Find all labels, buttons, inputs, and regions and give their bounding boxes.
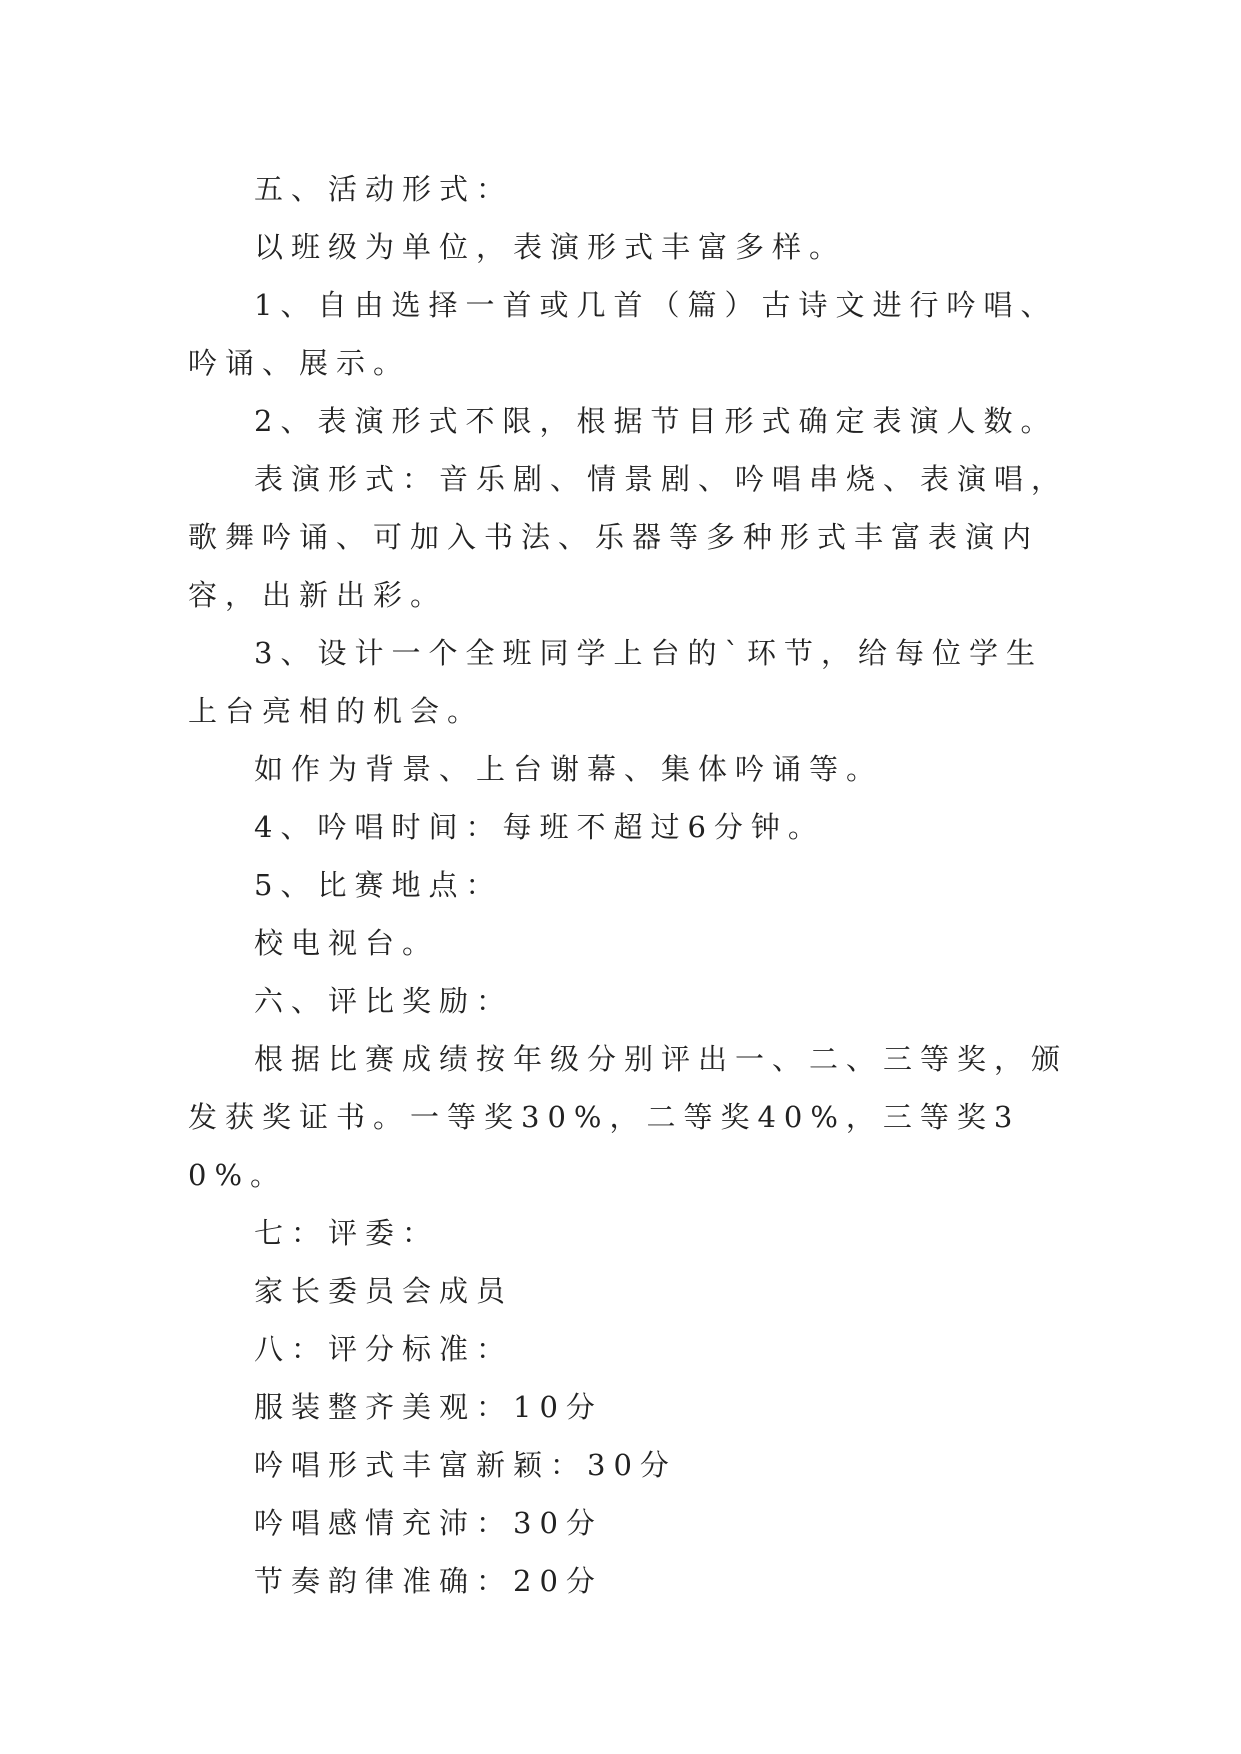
list-item-1: 1、自由选择一首或几首（篇）古诗文进行吟唱、吟诵、展示。 (188, 288, 1058, 380)
scoring-item: 吟唱形式丰富新颖：30分 (254, 1448, 677, 1482)
scoring-item: 服装整齐美观：10分 (254, 1390, 603, 1424)
document-body (188, 160, 1068, 1610)
section-heading-judges: 七：评委： (254, 1216, 440, 1250)
paragraph: 以班级为单位，表演形式丰富多样。 (254, 230, 847, 264)
section-heading-activity-form: 五、活动形式： (254, 172, 514, 206)
paragraph: 如作为背景、上台谢幕、集体吟诵等。 (254, 752, 884, 786)
list-item-4: 4、吟唱时间：每班不超过6分钟。 (254, 810, 825, 844)
paragraph: 表演形式：音乐剧、情景剧、吟唱串烧、表演唱，歌舞吟诵、可加入书法、乐器等多种形式丰富表演内容，出新出彩。 (188, 462, 1069, 612)
paragraph: 根据比赛成绩按年级分别评出一、二、三等奖，颁发获奖证书。一等奖30%，二等奖40%，三等奖30%。 (188, 1042, 1069, 1192)
list-item-5: 5、比赛地点： (254, 868, 503, 902)
scoring-item: 吟唱感情充沛：30分 (254, 1506, 603, 1540)
paragraph: 家长委员会成员 (254, 1274, 514, 1308)
list-item-2: 2、表演形式不限，根据节目形式确定表演人数。 (254, 404, 1058, 438)
list-item-3: 3、设计一个全班同学上台的`环节，给每位学生上台亮相的机会。 (188, 636, 1043, 728)
section-heading-awards: 六、评比奖励： (254, 984, 514, 1018)
scoring-item: 节奏韵律准确：20分 (254, 1564, 603, 1598)
paragraph: 校电视台。 (254, 926, 440, 960)
section-heading-scoring: 八：评分标准： (254, 1332, 514, 1366)
